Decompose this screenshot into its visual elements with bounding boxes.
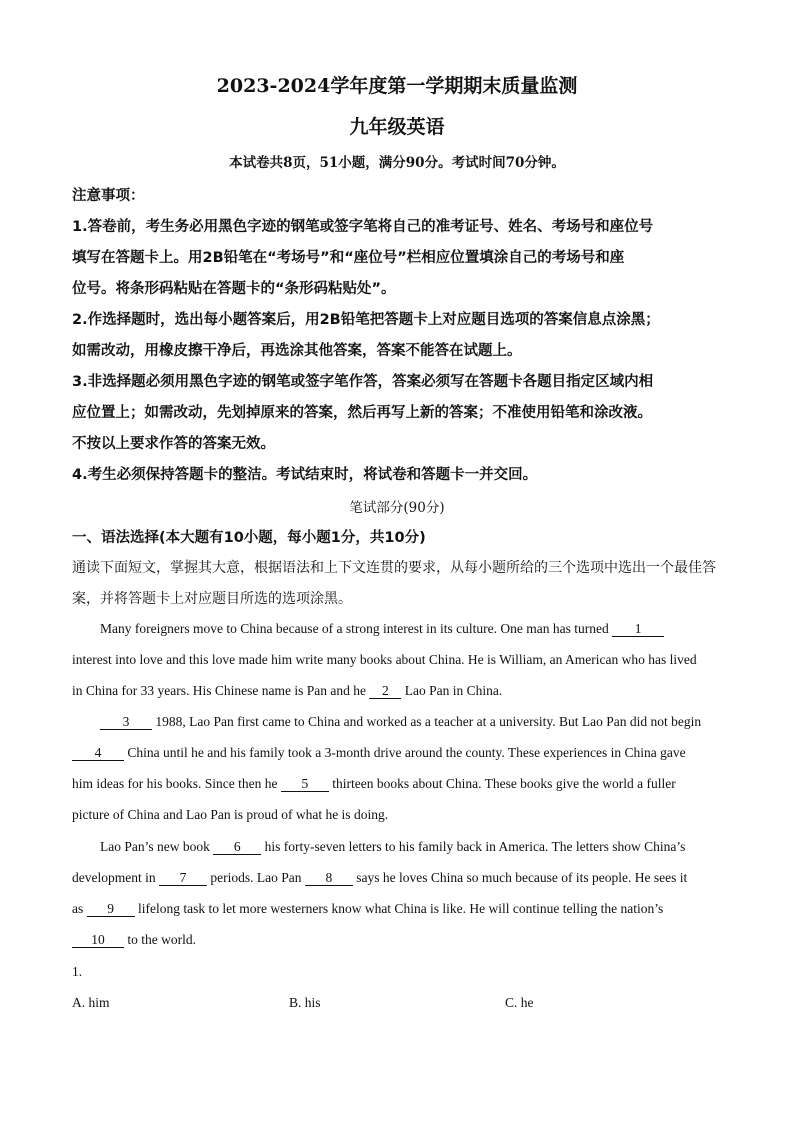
section-title: 笔试部分(90分) (349, 500, 445, 516)
passage-line: 4 China until he and his family took a 3-month drive around the county. These experiences in China gave (72, 745, 732, 761)
notice-line: 不按以上要求作答的答案无效。 (72, 436, 275, 452)
blank-4: 4 (72, 746, 124, 761)
blank-6: 6 (213, 840, 261, 855)
notice-heading: 注意事项： (72, 188, 145, 204)
blank-3: 3 (100, 715, 152, 730)
blank-9: 9 (87, 902, 135, 917)
blank-10: 10 (72, 933, 124, 948)
notice-line: 3.非选择题必须用黑色字迹的钢笔或签字笔作答，答案必须写在答题卡各题目指定区域内相 (72, 374, 654, 390)
notice-line: 2.作选择题时，选出每小题答案后，用2B铅笔把答题卡上对应题目选项的答案信息点涂黑； (72, 312, 660, 328)
option-c[interactable]: C. he (505, 995, 534, 1010)
exam-meta: 本试卷共8页，51小题，满分90分。考试时间70分钟。 (229, 155, 565, 171)
passage-line: 10 to the world. (72, 932, 732, 948)
passage-line: in China for 33 years. His Chinese name is Pan and he 2 Lao Pan in China. (72, 683, 503, 698)
exam-title: 2023-2024学年度第一学期期末质量监测 (216, 75, 578, 97)
passage-line: 3 1988, Lao Pan first came to China and worked as a teacher at a university. But Lao Pan did not begin (100, 714, 760, 730)
passage-line: picture of China and Lao Pan is proud of what he is doing. (72, 807, 389, 822)
passage-line: as 9 lifelong task to let more westerners know what China is like. He will continue telling the nation’s (72, 901, 664, 916)
passage-line: interest into love and this love made him write many books about China. He is William, an American who has lived (72, 652, 697, 667)
part-heading: 一、语法选择(本大题有10小题，每小题1分，共10分) (72, 530, 426, 546)
notice-line: 位号。将条形码粘贴在答题卡的“条形码粘贴处”。 (72, 281, 396, 297)
passage-line: him ideas for his books. Since then he 5 thirteen books about China. These books give the world a fuller (72, 776, 676, 791)
notice-line: 4.考生必须保持答题卡的整洁。考试结束时，将试卷和答题卡一并交回。 (72, 467, 538, 483)
blank-7: 7 (159, 871, 207, 886)
notice-line: 如需改动，用橡皮擦干净后，再选涂其他答案，答案不能答在试题上。 (72, 343, 522, 359)
blank-2: 2 (369, 684, 401, 699)
passage-line: Lao Pan’s new book 6 his forty-seven letters to his family back in America. The letters show China’s (100, 839, 686, 854)
notice-line: 填写在答题卡上。用2B铅笔在“考场号”和“座位号”栏相应位置填涂自己的考场号和座 (72, 250, 625, 266)
instruction-line: 通读下面短文，掌握其大意，根据语法和上下文连贯的要求，从每小题所给的三个选项中选出一个最佳答 (72, 560, 716, 576)
notice-line: 应位置上；如需改动，先划掉原来的答案，然后再写上新的答案；不准使用铅笔和涂改液。 (72, 405, 652, 421)
option-a[interactable]: A. him (72, 995, 110, 1010)
instruction-line: 案，并将答题卡上对应题目所选的选项涂黑。 (72, 591, 352, 607)
question-number: 1. (72, 964, 83, 979)
blank-1: 1 (612, 622, 664, 637)
blank-5: 5 (281, 777, 329, 792)
notice-line: 1.答卷前，考生务必用黑色字迹的钢笔或签字笔将自己的准考证号、姓名、考场号和座位号 (72, 219, 654, 235)
passage-line: Many foreigners move to China because of a strong interest in its culture. One man has turned 1 (100, 621, 760, 637)
passage-line: development in 7 periods. Lao Pan 8 says he loves China so much because of its people. He sees it (72, 870, 688, 885)
option-b[interactable]: B. his (289, 995, 321, 1010)
exam-subject: 九年级英语 (349, 116, 445, 138)
blank-8: 8 (305, 871, 353, 886)
